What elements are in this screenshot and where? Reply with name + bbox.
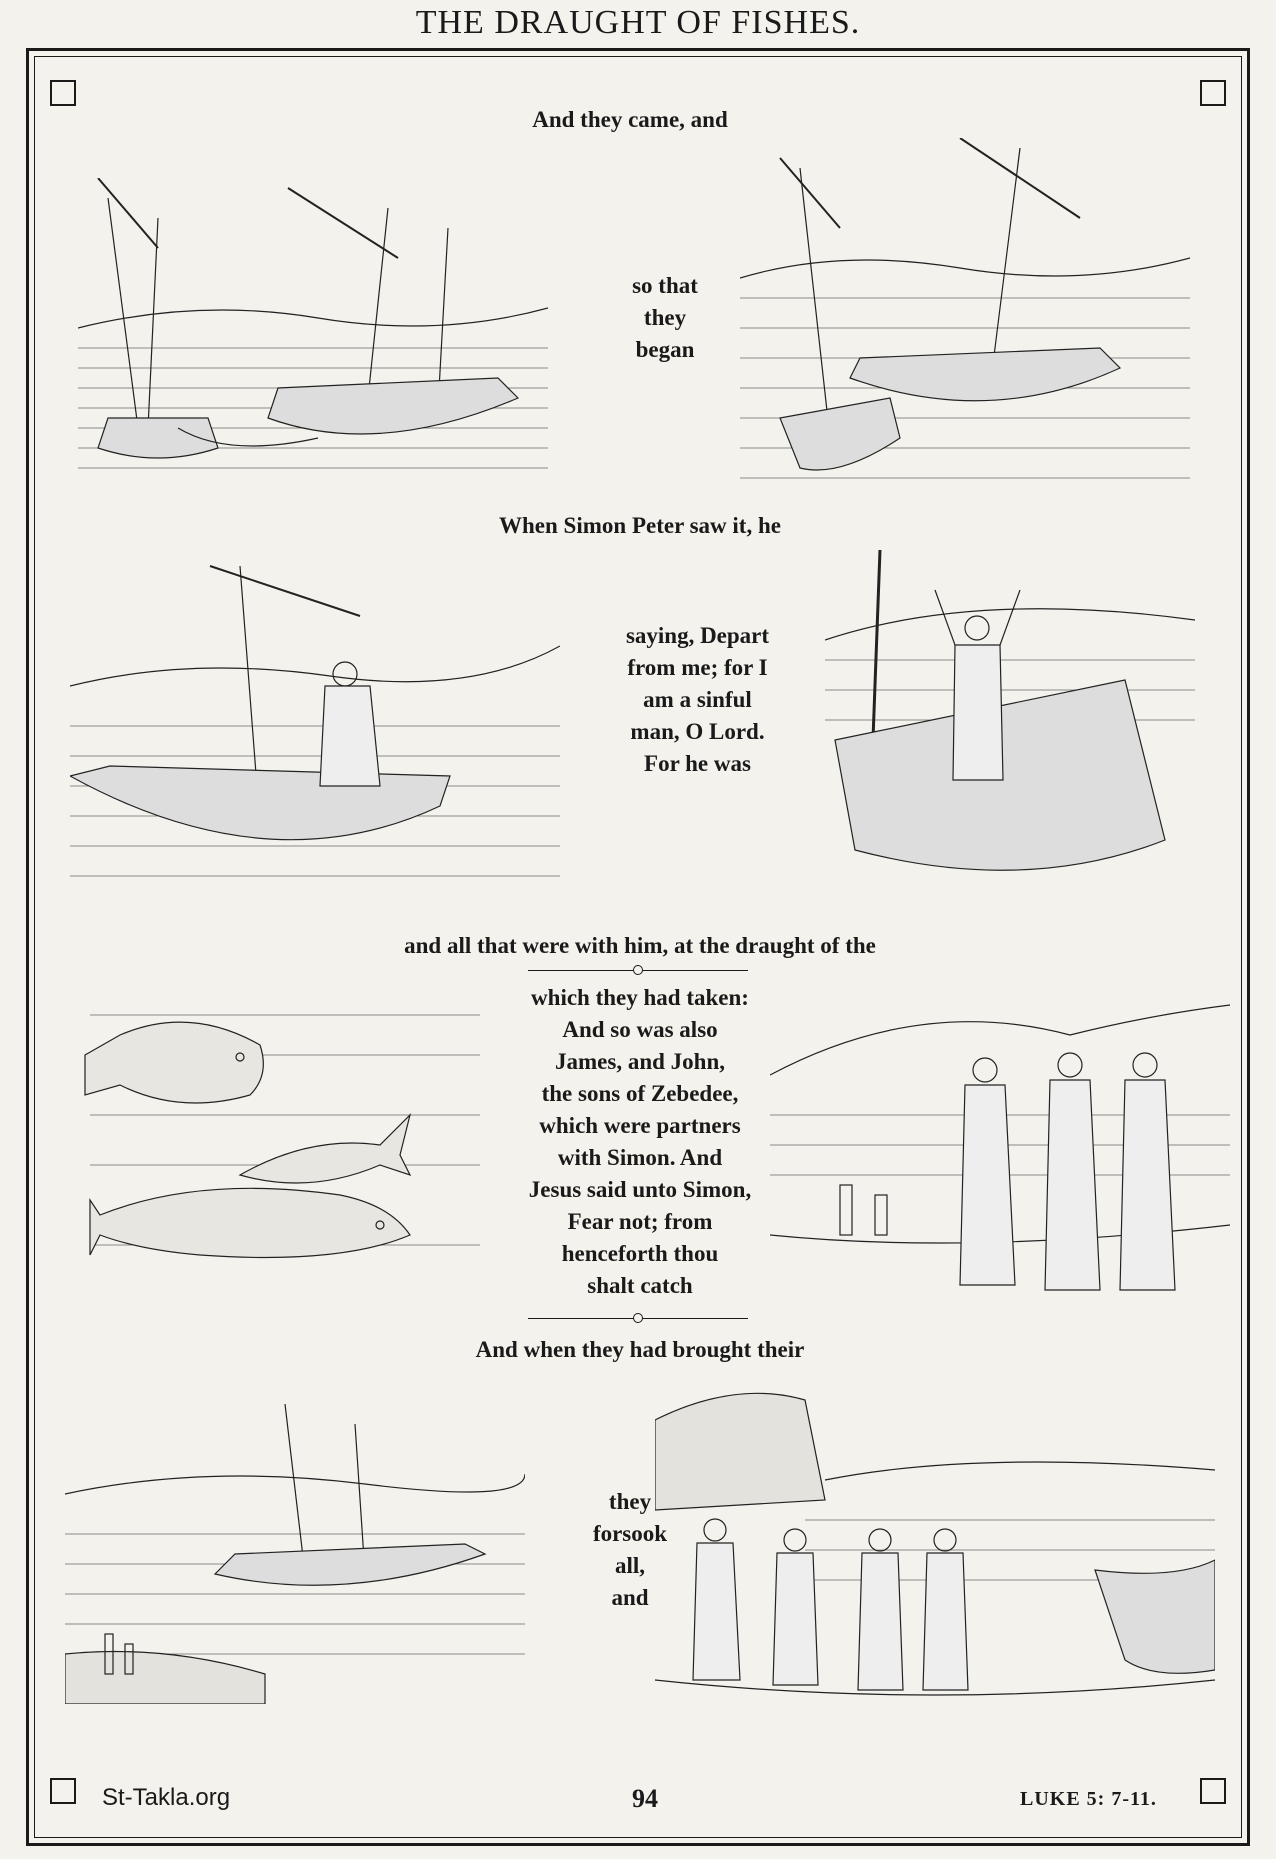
illustration-three-fish — [80, 995, 480, 1275]
illustration-disciples-leaving-boat — [655, 1380, 1215, 1725]
site-watermark: St-Takla.org — [102, 1784, 231, 1811]
caption-line: And so was also — [562, 1017, 718, 1042]
caption-line: am a sinful — [643, 687, 752, 712]
page-title: THE DRAUGHT OF FISHES. — [415, 4, 861, 41]
caption-line: Jesus said unto Simon, — [528, 1177, 752, 1202]
illustration-three-men-on-shore — [770, 975, 1230, 1320]
caption-line: which were partners — [539, 1113, 741, 1138]
caption-line: they — [608, 1489, 652, 1514]
caption-line: they — [643, 305, 687, 330]
caption-line: man, O Lord. — [630, 719, 765, 744]
caption-line: shalt catch — [587, 1273, 693, 1298]
caption-line: all, — [614, 1553, 646, 1578]
illustration-jesus-seated-in-boat — [70, 556, 560, 886]
caption-line: with Simon. And — [557, 1145, 723, 1170]
caption-line: the sons of Zebedee, — [541, 1081, 739, 1106]
divider-ornament — [633, 965, 643, 975]
caption-line: saying, Depart — [625, 623, 770, 648]
caption-row1-middle — [590, 270, 740, 366]
corner-ornament-bottom-left — [50, 1778, 76, 1804]
divider-rule-bottom — [528, 1318, 748, 1319]
caption-row3-middle — [500, 982, 780, 1302]
corner-ornament-top-right — [1200, 80, 1226, 106]
divider-rule-top — [528, 970, 748, 971]
illustration-boats-brought-ashore — [65, 1404, 525, 1704]
illustration-peter-arms-raised-in-boat — [825, 550, 1195, 895]
scripture-reference: LUKE 5: 7-11. — [1020, 1788, 1157, 1810]
illustration-two-boats-with-nets — [78, 178, 548, 488]
caption-line: from me; for I — [627, 655, 768, 680]
caption-row2-top: When Simon Peter saw it, he — [499, 513, 781, 538]
divider-ornament — [633, 1313, 643, 1323]
illustration-boats-sailing-hills — [740, 138, 1190, 488]
caption-row3-top: and all that were with him, at the draught of the — [404, 933, 876, 958]
caption-row2-middle — [585, 620, 810, 780]
caption-line: and — [611, 1585, 649, 1610]
caption-line: began — [635, 337, 695, 362]
caption-line: Fear not; from — [567, 1209, 713, 1234]
caption-line: which they had taken: — [531, 985, 749, 1010]
caption-line: James, and John, — [555, 1049, 725, 1074]
caption-line: forsook — [592, 1521, 668, 1546]
caption-line: For he was — [644, 751, 751, 776]
caption-line: so that — [632, 273, 698, 298]
corner-ornament-bottom-right — [1200, 1778, 1226, 1804]
corner-ornament-top-left — [50, 80, 76, 106]
caption-row4-top: And when they had brought their — [475, 1337, 805, 1362]
caption-line: henceforth thou — [561, 1241, 719, 1266]
page-number: 94 — [632, 1784, 658, 1813]
caption-row1-top: And they came, and — [532, 107, 728, 132]
